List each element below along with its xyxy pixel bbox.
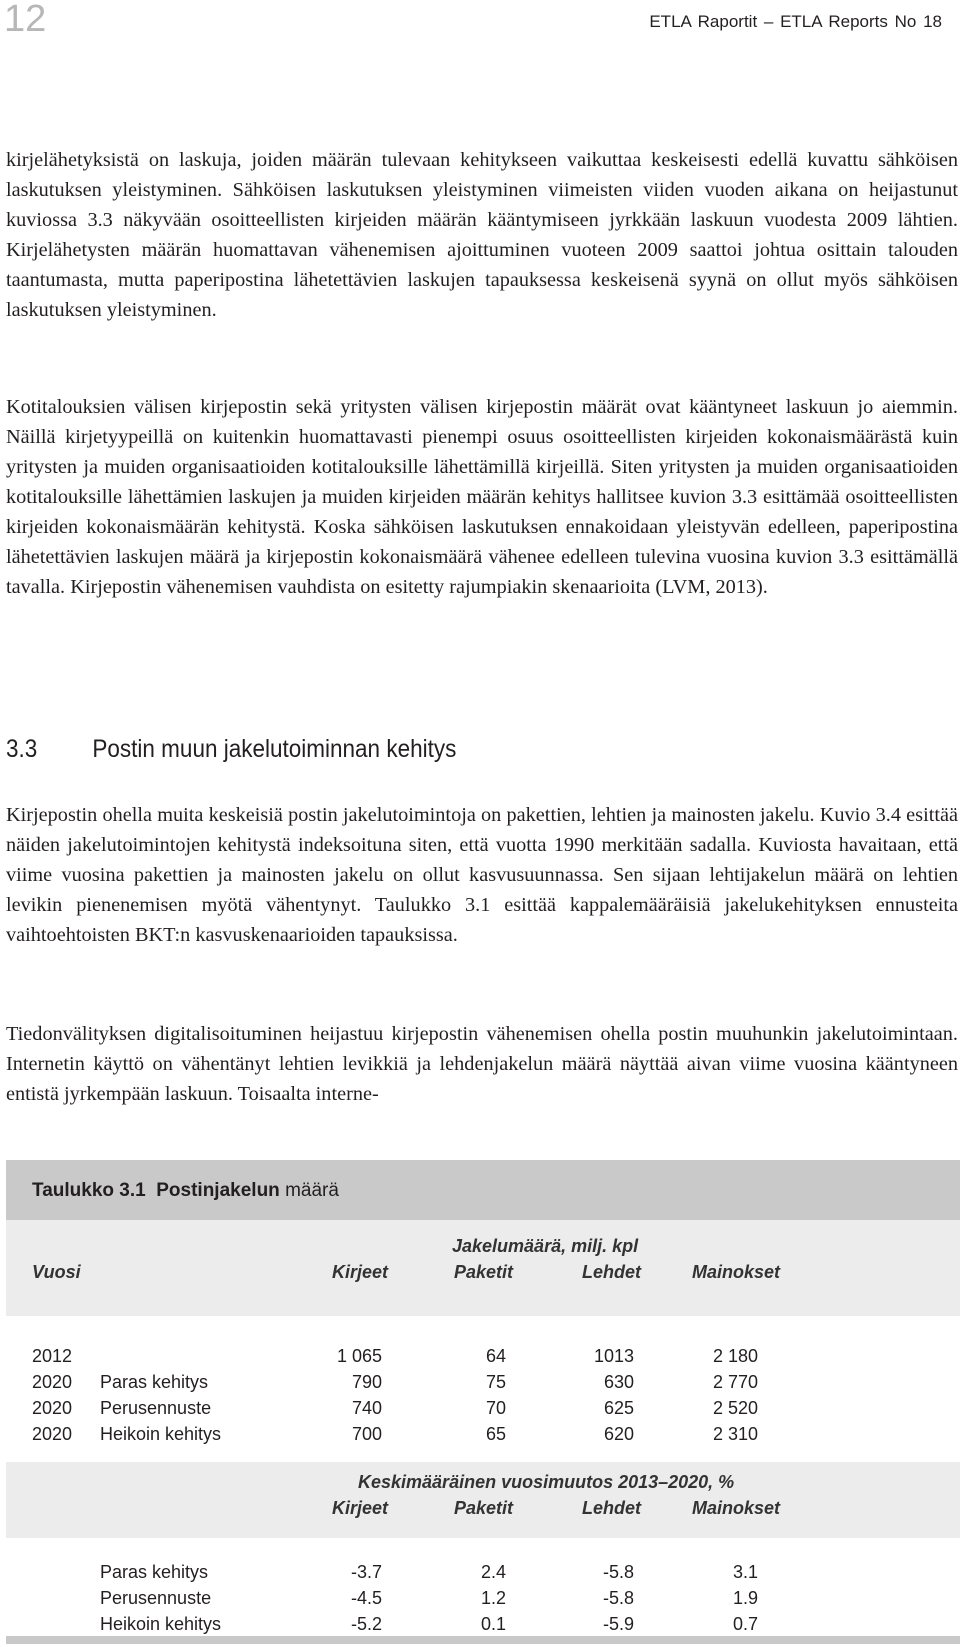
cell-letters: 790 [351, 1372, 382, 1392]
cell-papers: 620 [603, 1424, 634, 1444]
col-header-parcels-2: Paketit [454, 1498, 514, 1518]
cell-letters: -5.2 [350, 1614, 382, 1634]
running-head: ETLA Raportit – ETLA Reports No 18 [649, 12, 942, 31]
cell-scenario: Heikoin kehitys [100, 1424, 222, 1444]
cell-scenario: Perusennuste [100, 1398, 212, 1418]
cell-year: 2020 [32, 1372, 73, 1392]
col-header-ads: Mainokset [692, 1262, 781, 1282]
table-header-band [6, 1220, 960, 1316]
cell-parcels: 70 [485, 1398, 506, 1418]
table-title-bar [6, 1160, 960, 1220]
cell-letters: -3.7 [350, 1562, 382, 1582]
cell-parcels: 65 [485, 1424, 506, 1444]
cell-year: 2020 [32, 1398, 73, 1418]
col-header-papers-2: Lehdet [582, 1498, 642, 1518]
cell-ads: 2 310 [712, 1424, 758, 1444]
col-header-ads-2: Mainokset [692, 1498, 781, 1518]
cell-scenario: Paras kehitys [100, 1372, 209, 1392]
cell-year: 2012 [32, 1346, 73, 1366]
cell-papers: 1013 [593, 1346, 634, 1366]
col-header-parcels: Paketit [454, 1262, 514, 1282]
body-paragraph-3: Kirjepostin ohella muita keskeisiä postin jakelutoimintoja on pakettien, lehtien ja mainosten jakelu. Kuvio 3.4 esittää näiden jakelutoimintojen kehitystä indeksoituna siten, että vuotta 1990 merkitään sadalla. Kuviosta havaitaan, että viime vuosina pakettien ja mainosten jakelu on ollut kasvusuunnassa. Sen sijaan lehtijakelun määrä on lehtien levikin pienenemisen myötä vähentynyt. Taulukko 3.1 esittää kappalemääräisiä jakelukehityksen ennusteita vaihtoehtoisten BKT:n kasvuskenaarioiden tapauksissa. [6, 804, 958, 946]
cell-parcels: 0.1 [480, 1614, 506, 1634]
col-header-year: Vuosi [32, 1262, 81, 1282]
cell-parcels: 1.2 [480, 1588, 506, 1608]
body-paragraph-4: Tiedonvälityksen digitalisoituminen heijastuu kirjepostin vähenemisen ohella postin muuhunkin jakelutoimintaan. Internetin käyttö on vähentänyt lehtien levikkiä ja lehdenjakelun määrä näyttää aivan viime vuosina kääntyneen entistä jyrkempään laskuun. Toisaalta interne- [6, 1023, 958, 1105]
col-header-papers: Lehdet [582, 1262, 642, 1282]
section-number: 3.3 [6, 735, 38, 763]
table-title-rest: määrä [285, 1180, 339, 1201]
cell-scenario: Perusennuste [100, 1588, 212, 1608]
section-heading [6, 735, 852, 764]
table-subheader-band [6, 1462, 960, 1538]
cell-letters: 1 065 [336, 1346, 382, 1366]
cell-parcels: 75 [485, 1372, 506, 1392]
cell-ads: 2 180 [712, 1346, 758, 1366]
cell-year: 2020 [32, 1424, 73, 1444]
data-table [6, 1160, 960, 1644]
cell-ads: 3.1 [732, 1562, 758, 1582]
cell-ads: 2 770 [712, 1372, 758, 1392]
table-title-bold: Postinjakelun [156, 1180, 280, 1201]
table-bottom-rule [6, 1636, 960, 1644]
body-paragraph-1: kirjelähetyksistä on laskuja, joiden määrän tulevaan kehitykseen vaikuttaa keskeisesti edellä kuvattu sähköisen laskutuksen yleistyminen. Sähköisen laskutuksen yleistyminen viimeisten viiden vuoden aikana on heijastunut kuviossa 3.3 näkyvään osoitteellisten kirjeiden määrän kääntymiseen jyrkkään laskuun vuodesta 2009 lähtien. Kirjelähetysten määrän huomattavan vähenemisen ajoittuminen vuoteen 2009 saattoi johtua osittain talouden taantumasta, mutta paperipostina lähetettävien laskujen tapauksessa keskeisenä syynä on ollut myös sähköisen laskutuksen yleistyminen. [6, 149, 958, 321]
cell-scenario: Paras kehitys [100, 1562, 209, 1582]
body-paragraph-2: Kotitalouksien välisen kirjepostin sekä yritysten välisen kirjepostin määrät ovat kääntyneet laskuun jo aiemmin. Näillä kirjetyypeillä on kuitenkin huomattavasti pienempi osuus osoitteellisten kirjeiden kokonaismäärästä kuin yritysten ja muiden organisaatioiden kotitalouksille lähettämillä kirjeillä. Siten yritysten ja muiden organisaatioiden kotitalouksille lähettämien laskujen ja muiden kirjeiden määrän kehitys hallitsee kuvion 3.3 esittämää osoitteellisten kirjeiden kokonaismäärän kehitystä. Koska sähköisen laskutuksen ennakoidaan yleistyvän edelleen, paperipostina lähetettävien laskujen määrä ja kirjepostin kokonaismäärä vähenee edelleen tulevina vuosina kuvion 3.3 esittämällä tavalla. Kirjepostin vähenemisen vauhdista on esitetty rajumpiakin skenaarioita (LVM, 2013). [6, 396, 958, 598]
col-header-letters-2: Kirjeet [331, 1498, 388, 1518]
table-label: Taulukko 3.1 [32, 1180, 146, 1201]
cell-parcels: 64 [485, 1346, 506, 1366]
section-title: Postin muun jakelutoiminnan kehitys [92, 735, 457, 763]
cell-papers: 625 [603, 1398, 634, 1418]
group2-header: Keskimääräinen vuosimuutos 2013–2020, % [358, 1472, 735, 1492]
cell-letters: 700 [351, 1424, 382, 1444]
cell-papers: -5.8 [602, 1562, 634, 1582]
cell-papers: 630 [603, 1372, 634, 1392]
cell-letters: -4.5 [350, 1588, 382, 1608]
cell-parcels: 2.4 [480, 1562, 506, 1582]
cell-papers: -5.8 [602, 1588, 634, 1608]
page-number: 12 [4, 0, 47, 40]
cell-ads: 2 520 [712, 1398, 758, 1418]
cell-papers: -5.9 [602, 1614, 634, 1634]
cell-letters: 740 [351, 1398, 382, 1418]
cell-ads: 1.9 [732, 1588, 758, 1608]
col-header-letters: Kirjeet [331, 1262, 388, 1282]
cell-ads: 0.7 [732, 1614, 758, 1634]
cell-scenario: Heikoin kehitys [100, 1614, 222, 1634]
table-caption [32, 1180, 339, 1202]
group1-header: Jakelumäärä, milj. kpl [452, 1236, 639, 1256]
